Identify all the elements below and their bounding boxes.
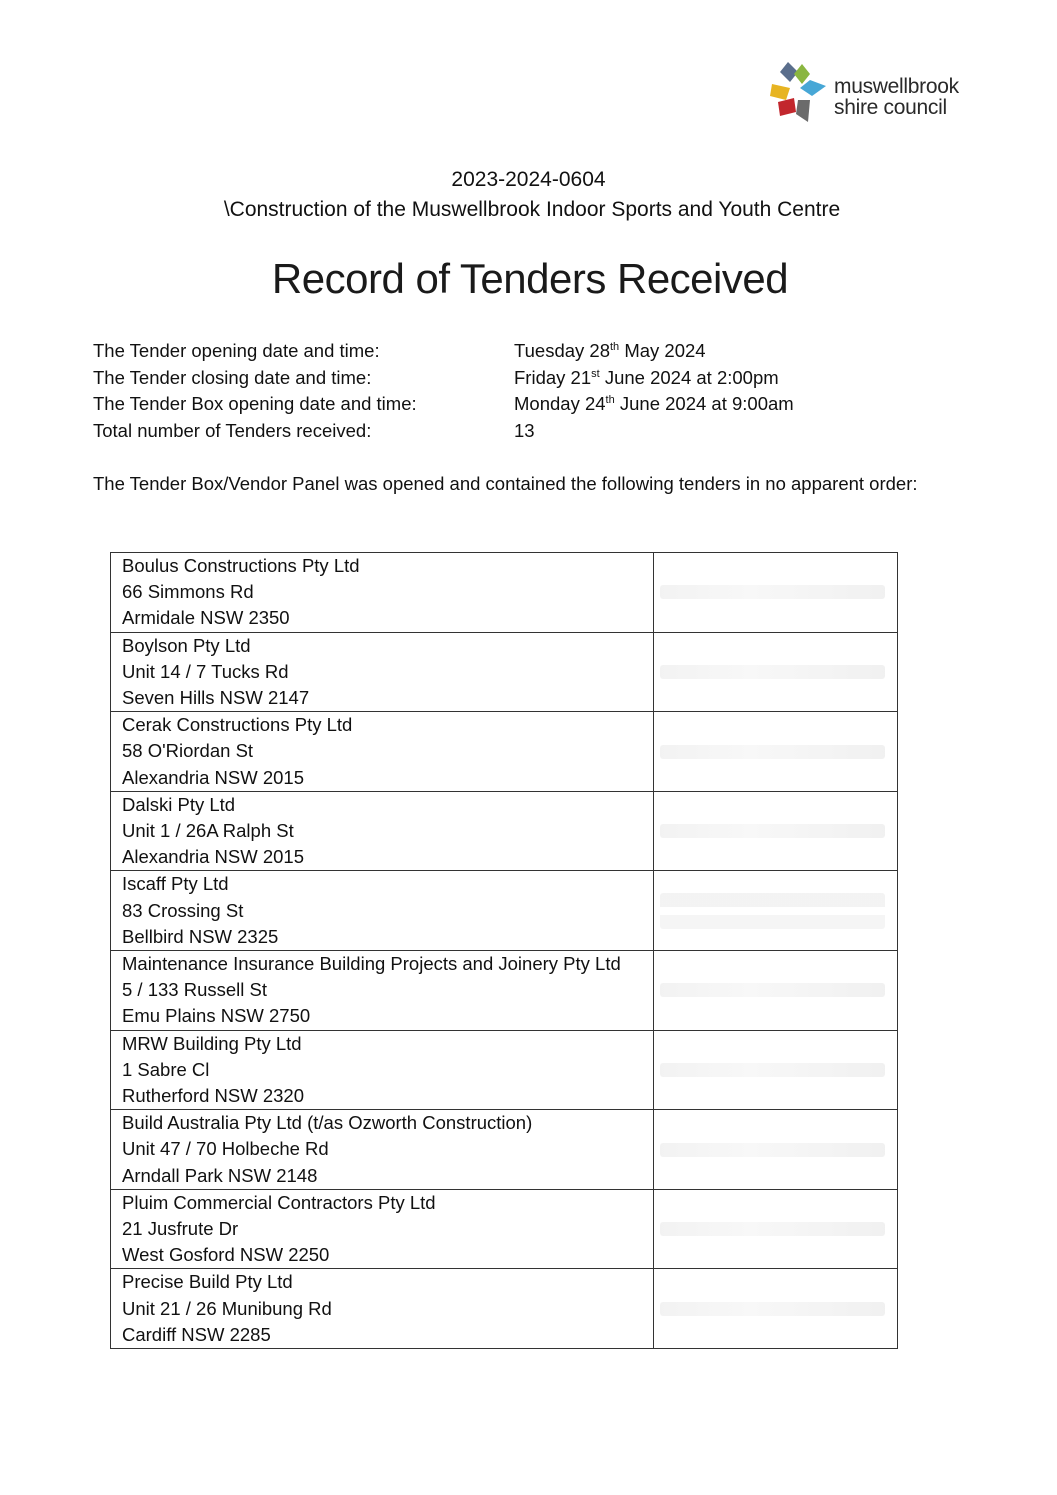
tender-price-cell	[654, 951, 898, 1031]
tenderer-name: Pluim Commercial Contractors Pty Ltd	[122, 1191, 436, 1213]
table-row	[111, 1189, 898, 1269]
tenderer-cell	[111, 951, 654, 1031]
tenderer-cell	[111, 791, 654, 871]
table-row	[111, 791, 898, 871]
tenderer-locality: Armidale NSW 2350	[122, 607, 290, 629]
tenderer-locality: Rutherford NSW 2320	[122, 1085, 305, 1107]
tender-price-cell	[654, 871, 898, 951]
tenderer-locality: Arndall Park NSW 2148	[122, 1164, 318, 1186]
tenderer-locality: Bellbird NSW 2325	[122, 925, 279, 947]
tender-price-cell	[654, 1189, 898, 1269]
council-logo	[768, 60, 988, 130]
tender-price-cell	[654, 1269, 898, 1349]
info-label: Total number of Tenders received:	[93, 419, 372, 441]
council-logo-icon	[768, 60, 832, 128]
table-row	[111, 1269, 898, 1349]
table-row	[111, 871, 898, 951]
tender-price-cell	[654, 1030, 898, 1110]
tenderer-cell	[111, 1030, 654, 1110]
tenderer-address: 21 Jusfrute Dr	[122, 1218, 239, 1240]
tenderer-cell	[111, 1110, 654, 1190]
tender-reference: 2023-2024-0604	[451, 168, 606, 191]
redacted-price	[660, 1063, 885, 1077]
redacted-price	[660, 665, 885, 679]
tenderer-address: 83 Crossing St	[122, 899, 244, 921]
tenders-table	[110, 552, 898, 1349]
tenderer-address: 1 Sabre Cl	[122, 1058, 210, 1080]
tenderer-address: 66 Simmons Rd	[122, 581, 254, 603]
tenderer-name: Precise Build Pty Ltd	[122, 1271, 293, 1293]
tenderer-name: Boulus Constructions Pty Ltd	[122, 555, 360, 576]
tender-price-cell	[654, 712, 898, 792]
tender-price-cell	[654, 1110, 898, 1190]
logo-line-1: muswellbrook	[834, 75, 959, 98]
redacted-price	[660, 983, 885, 997]
table-row	[111, 1110, 898, 1190]
tender-price-cell	[654, 553, 898, 633]
tender-subtitle: \Construction of the Muswellbrook Indoor Sports and Youth Centre	[223, 198, 841, 221]
info-value: 13	[514, 419, 535, 441]
tenderer-cell	[111, 632, 654, 712]
tenderer-name: Iscaff Pty Ltd	[122, 873, 229, 895]
redacted-price	[660, 1302, 885, 1316]
tenderer-name: Cerak Constructions Pty Ltd	[122, 714, 353, 736]
info-value: Tuesday 28th May 2024	[514, 340, 706, 361]
info-value: Friday 21st June 2024 at 2:00pm	[514, 366, 779, 388]
tenderer-locality: West Gosford NSW 2250	[122, 1244, 330, 1266]
tenderer-locality: Cardiff NSW 2285	[122, 1323, 271, 1345]
tenderer-name: Maintenance Insurance Building Projects and Joinery Pty Ltd	[122, 953, 621, 975]
table-row	[111, 712, 898, 792]
tenderer-cell	[111, 1189, 654, 1269]
tenderer-name: Build Australia Pty Ltd (t/as Ozworth Construction)	[122, 1112, 533, 1134]
tenderer-cell	[111, 712, 654, 792]
tenderer-address: Unit 21 / 26 Munibung Rd	[122, 1297, 332, 1319]
tenderer-locality: Alexandria NSW 2015	[122, 766, 305, 788]
tenderer-locality: Emu Plains NSW 2750	[122, 1005, 311, 1027]
info-label: The Tender Box opening date and time:	[93, 393, 417, 414]
tenderer-address: Unit 14 / 7 Tucks Rd	[122, 660, 289, 682]
tenderer-address: Unit 47 / 70 Holbeche Rd	[122, 1138, 329, 1160]
tenderer-locality: Alexandria NSW 2015	[122, 846, 305, 868]
info-label: The Tender opening date and time:	[93, 340, 380, 361]
info-label: The Tender closing date and time:	[93, 366, 372, 388]
table-row	[111, 1030, 898, 1110]
tenderer-address: Unit 1 / 26A Ralph St	[122, 820, 294, 842]
council-logo-text	[834, 76, 959, 118]
intro-paragraph: The Tender Box/Vendor Panel was opened and contained the following tenders in no apparent order:	[93, 473, 918, 494]
redacted-price	[660, 1222, 885, 1236]
redacted-price	[660, 745, 885, 759]
tenderer-address: 58 O'Riordan St	[122, 740, 254, 762]
redacted-price	[660, 1143, 885, 1157]
redacted-price	[660, 824, 885, 838]
redacted-price	[660, 893, 885, 929]
table-row	[111, 553, 898, 633]
tender-price-cell	[654, 632, 898, 712]
tenderer-address: 5 / 133 Russell St	[122, 979, 267, 1001]
tender-price-cell	[654, 791, 898, 871]
logo-line-2: shire council	[834, 96, 947, 119]
page-title: Record of Tenders Received	[271, 255, 789, 302]
tenderer-name: MRW Building Pty Ltd	[122, 1032, 302, 1054]
info-value: Monday 24th June 2024 at 9:00am	[514, 393, 794, 414]
tenderer-cell	[111, 553, 654, 633]
tenderer-name: Dalski Pty Ltd	[122, 793, 236, 815]
table-row	[111, 951, 898, 1031]
tenderer-locality: Seven Hills NSW 2147	[122, 687, 310, 709]
tenderer-name: Boylson Pty Ltd	[122, 634, 251, 656]
tenderer-cell	[111, 871, 654, 951]
redacted-price	[660, 585, 885, 599]
table-row	[111, 632, 898, 712]
tenderer-cell	[111, 1269, 654, 1349]
